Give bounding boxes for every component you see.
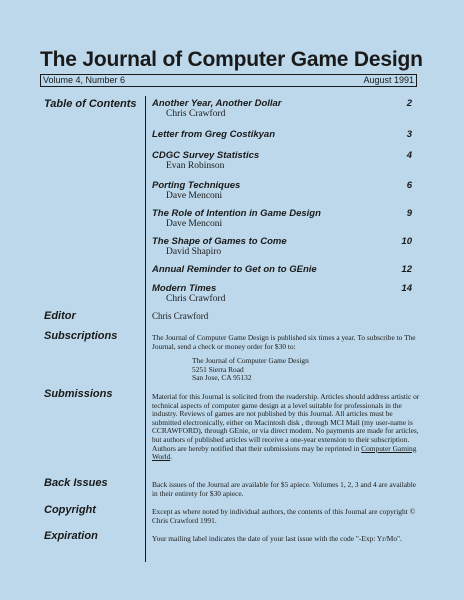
toc-item-page: 9 [406,208,412,219]
subscriptions-body: The Journal of Computer Game Design is published six times a year. To subscribe to The Journal, send a check or money order for $30 to: [152,333,416,351]
toc-label: Table of Contents [44,98,137,110]
toc-item-author: David Shapiro [166,247,222,257]
toc-item-author: Chris Crawford [166,294,226,304]
column-divider [145,96,146,306]
back-issues-label: Back Issues [44,477,108,489]
toc-item-title: The Shape of Games to Come [152,236,287,247]
toc-item-author: Chris Crawford [166,109,226,119]
editor-name: Chris Crawford [152,311,209,321]
toc-item [152,180,412,201]
submissions-text [152,393,420,462]
volume-number: Volume 4, Number 6 [43,75,126,85]
toc-item-author: Evan Robinson [166,161,225,171]
expiration-label: Expiration [44,530,98,542]
toc-item-title: Modern Times [152,283,217,294]
toc-item-title: Another Year, Another Dollar [152,98,282,109]
toc-item [152,264,412,275]
subscriptions-label: Subscriptions [44,330,118,342]
masthead-title: The Journal of Computer Game Design [40,48,423,71]
toc-item [152,98,412,119]
toc-item-page: 4 [406,150,412,161]
toc-item-title: The Role of Intention in Game Design [152,208,321,219]
toc-item-page: 6 [406,180,412,191]
toc-item-page: 14 [401,283,412,294]
toc-item [152,150,412,171]
copyright-label: Copyright [44,504,96,516]
issue-bar [40,74,417,87]
toc-item-author: Dave Menconi [166,191,223,201]
toc-item [152,208,412,229]
toc-item-page: 3 [406,129,412,140]
submissions-end: . [170,452,173,462]
submissions-label: Submissions [44,388,113,400]
address-line-2: 5251 Sierra Road [192,364,244,374]
column-divider-lower [145,306,146,562]
toc-item [152,129,412,140]
toc-item-title: CDGC Survey Statistics [152,150,260,161]
expiration-text: Your mailing label indicates the date of your last issue with the code "-Exp: Yr/Mo". [152,534,402,543]
submissions-body: Material for this Journal is solicited from the readership. Articles should address artistic or technical aspects of computer game design at a level suitable for professionals in the industry. Reviews of games are not published by this Journal. All articles must be submitted electronically, either on Macintosh disk , through MCI Mail (my user-name is CCRAWFORD), through GEnie, or via direct modem. No payments are made for articles, but authors of published articles will receive a one-year extension to their subscription. Authors are hereby notified that their submissions may be reprinted in [152,392,420,453]
subscriptions-text [152,334,420,383]
address-line-1: The Journal of Computer Game Design [192,356,309,366]
toc-item [152,283,412,304]
toc-item-page: 12 [401,264,412,275]
editor-label: Editor [44,310,76,322]
back-issues-text: Back issues of the Journal are available for $5 apiece. Volumes 1, 2, 3 and 4 are available in their entirety for $30 apiece. [152,480,417,498]
issue-date: August 1991 [363,75,414,85]
toc-item-title: Letter from Greg Costikyan [152,129,275,140]
address-line-3: San Jose, CA 95132 [192,373,252,383]
subscriptions-address [152,357,420,383]
toc-item [152,236,412,257]
toc-item-title: Porting Techniques [152,180,241,191]
toc-item-title: Annual Reminder to Get on to GEnie [152,264,317,275]
copyright-text: Except as where noted by individual authors, the contents of this Journal are copyright © Chris Crawford 1991. [152,507,416,525]
toc-item-page: 2 [406,98,412,109]
toc-item-page: 10 [401,236,412,247]
computer-gaming-world-link: Computer Gaming World [152,443,417,462]
toc-item-author: Dave Menconi [166,219,223,229]
